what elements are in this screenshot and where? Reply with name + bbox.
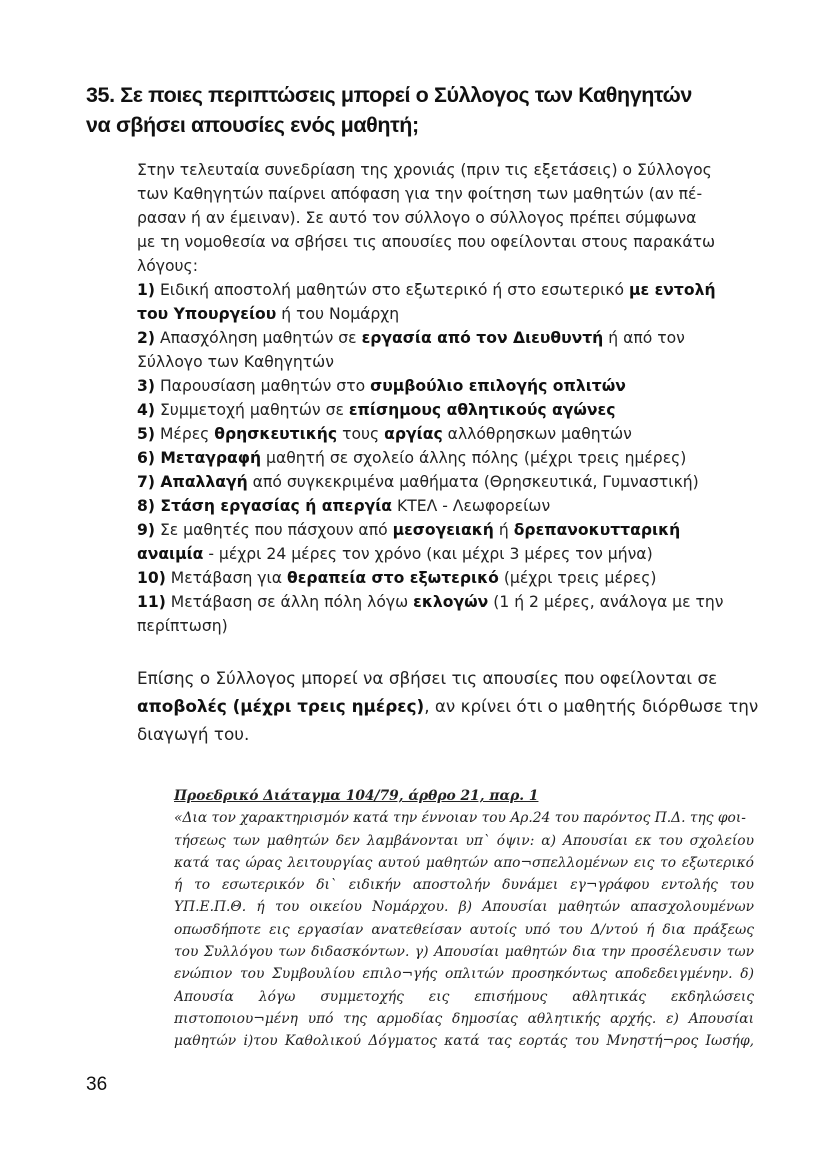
legal-line: «Δια τον χαρακτηρισμόν κατά την έννοιαν του Αρ.24 του παρόντος Π.Δ. της φοι- — [174, 810, 746, 827]
item-number: 10) — [137, 569, 166, 587]
legal-line: τήσεως των μαθητών δεν λαμβάνονται υπ` όψιν: α) Απουσίαι εκ του σχολείου — [174, 832, 754, 849]
intro-line: Στην τελευταία συνεδρίαση της χρονιάς (πριν τις εξετάσεις) ο Σύλλογος — [137, 161, 712, 179]
intro-line: με τη νομοθεσία να σβήσει τις απουσίες που οφείλονται στους παρακάτω — [137, 233, 716, 251]
item-number: 3) — [137, 377, 155, 395]
intro-line: ρασαν ή αν έμειναν). Σε αυτό τον σύλλογο ο σύλλογος πρέπει σύμφωνα — [137, 209, 697, 227]
closing-line: διαγωγή του. — [137, 724, 250, 744]
list-item: 4) Συμμετοχή μαθητών σε επίσημους αθλητικούς αγώνες — [137, 401, 616, 419]
item-number: 4) — [137, 401, 155, 419]
legal-excerpt — [174, 785, 754, 1053]
list-item: 1) Ειδική αποστολή μαθητών στο εξωτερικό ή στο εσωτερικό με εντολή — [137, 281, 716, 299]
page-number: 36 — [86, 1074, 108, 1095]
item-number: 8) — [137, 497, 155, 515]
legal-line: ΥΠ.Ε.Π.Θ. ή του οικείου Νομάρχου. β) Απουσίαι μαθητών απασχολουμένων — [174, 899, 754, 916]
legal-title: Προεδρικό Διάταγμα 104/79, άρθρο 21, παρ. 1 — [174, 788, 539, 804]
paragraph-gap — [137, 638, 797, 664]
closing-line: αποβολές (μέχρι τρεις ημέρες), αν κρίνει ότι ο μαθητής διόρθωσε την — [137, 696, 759, 716]
legal-line: οπωσδήποτε εις εργασίαν ανατεθείσαν αυτοίς υπό του Δ/ντού ή δια πράξεως — [174, 921, 754, 938]
closing-line: Επίσης ο Σύλλογος μπορεί να σβήσει τις απουσίες που οφείλονται σε — [137, 668, 718, 688]
intro-line: λόγους: — [137, 257, 198, 275]
list-item-continuation: του Υπουργείου ή του Νομάρχη — [137, 305, 400, 323]
item-number: 2) — [137, 329, 155, 347]
list-item: 3) Παρουσίαση μαθητών στο συμβούλιο επιλογής οπλιτών — [137, 377, 626, 395]
list-item: 10) Μετάβαση για θεραπεία στο εξωτερικό (μέχρι τρεις μέρες) — [137, 569, 657, 587]
answer-body — [137, 158, 797, 748]
list-item: 8) Στάση εργασίας ή απεργία ΚΤΕΛ - Λεωφορείων — [137, 497, 551, 515]
item-number: 11) — [137, 593, 166, 611]
heading-line: να σβήσει απουσίες ενός μαθητή; — [86, 113, 419, 137]
item-number: 6) — [137, 449, 155, 467]
question-heading — [86, 80, 726, 140]
legal-line: ενώπιον του Συμβουλίου επιλο¬γής οπλιτών προσηκόντως αποδεδειγμένην. δ) — [174, 966, 754, 983]
closing-paragraph — [137, 664, 797, 748]
legal-line: κατά τας ώρας λειτουργίας αυτού μαθητών απο¬σπελλομένων εις το εξωτερικό — [174, 854, 754, 871]
list-item: 11) Μετάβαση σε άλλη πόλη λόγω εκλογών (1 ή 2 μέρες, ανάλογα με την — [137, 593, 724, 611]
legal-line: του Συλλόγου των διδασκόντων. γ) Απουσίαι μαθητών δια την προσέλευσιν των — [174, 944, 754, 961]
item-number: 7) — [137, 473, 155, 491]
list-item: 6) Μεταγραφή μαθητή σε σχολείο άλλης πόλης (μέχρι τρεις ημέρες) — [137, 449, 687, 467]
list-item: 2) Απασχόληση μαθητών σε εργασία από τον Διευθυντή ή από τον — [137, 329, 685, 347]
heading-line: 35. Σε ποιες περιπτώσεις μπορεί ο Σύλλογος των Καθηγητών — [86, 83, 692, 107]
list-item-continuation: περίπτωση) — [137, 617, 228, 635]
item-number: 9) — [137, 521, 155, 539]
list-item: 7) Απαλλαγή από συγκεκριμένα μαθήματα (Θρησκευτικά, Γυμναστική) — [137, 473, 699, 491]
list-item: 9) Σε μαθητές που πάσχουν από μεσογειακή ή δρεπανοκυτταρική — [137, 521, 681, 539]
list-item: 5) Μέρες θρησκευτικής τους αργίας αλλόθρησκων μαθητών — [137, 425, 632, 443]
legal-line: πιστοποιου¬μένη υπό της αρμοδίας δημοσίας αθλητικής αρχής. ε) Απουσίαι — [174, 1010, 754, 1027]
list-item-continuation: Σύλλογο των Καθηγητών — [137, 353, 334, 371]
legal-line: ή το εσωτερικόν δι` ειδικήν αποστολήν δυνάμει εγ¬γράφου εντολής του — [174, 877, 754, 894]
list-item-continuation: αναιμία - μέχρι 24 μέρες τον χρόνο (και μέχρι 3 μέρες τον μήνα) — [137, 545, 653, 563]
legal-line: μαθητών i)του Καθολικού Δόγματος κατά τας εορτάς του Μνηστή¬ρος Ιωσήφ, — [174, 1033, 754, 1050]
item-number: 5) — [137, 425, 155, 443]
legal-line: Απουσία λόγω συμμετοχής εις επισήμους αθλητικάς εκδηλώσεις — [174, 988, 754, 1005]
intro-line: των Καθηγητών παίρνει απόφαση για την φοίτηση των μαθητών (αν πέ- — [137, 185, 703, 203]
item-number: 1) — [137, 281, 155, 299]
